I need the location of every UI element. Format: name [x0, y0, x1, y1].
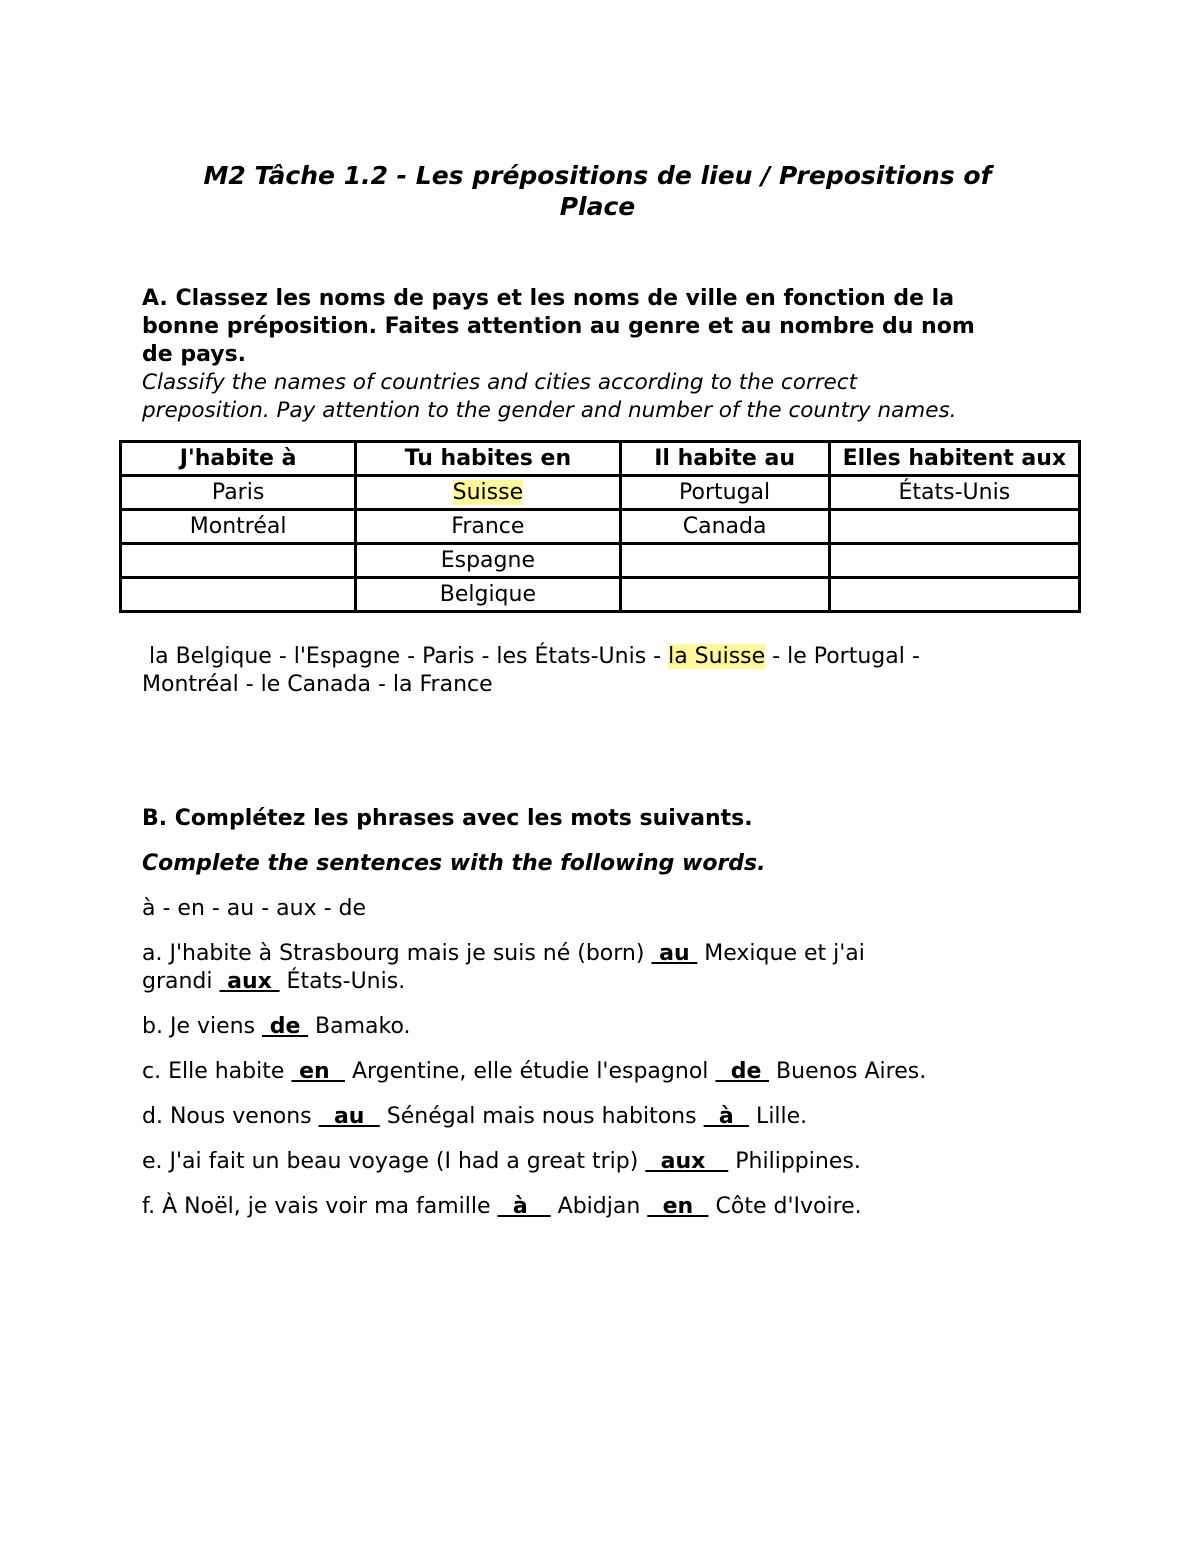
section-b-word-list: à - en - au - aux - de	[142, 896, 367, 921]
sentence-text: Sénégal mais nous habitons	[379, 1104, 704, 1129]
table-cell: États-Unis	[829, 476, 1079, 510]
section-a-instructions	[142, 285, 1072, 425]
table-cell	[620, 544, 829, 578]
sentence-a	[142, 940, 1072, 996]
answer-blank: à	[497, 1194, 551, 1219]
sentence-f	[142, 1193, 1072, 1221]
section-a-heading-line: de pays.	[142, 342, 247, 367]
sentence-c	[142, 1058, 1072, 1086]
table-cell	[356, 476, 620, 510]
section-b-heading: B. Complétez les phrases avec les mots suivants.	[142, 806, 753, 831]
table-cell: France	[356, 510, 620, 544]
word-bank-text: - le Portugal -	[765, 644, 920, 669]
section-a-heading-line: A. Classez les noms de pays et les noms de ville en fonction de la	[142, 286, 955, 311]
header-elles-habitent-aux: Elles habitent aux	[829, 442, 1079, 476]
section-b	[142, 805, 1072, 1238]
section-a-english-line: preposition. Pay attention to the gender and number of the country names.	[142, 398, 957, 423]
word-bank-highlight: la Suisse	[668, 644, 766, 669]
table-cell: Canada	[620, 510, 829, 544]
sentence-e	[142, 1148, 1072, 1176]
sentence-text: grandi	[142, 969, 220, 994]
sentence-b	[142, 1013, 1072, 1041]
answer-blank: de	[715, 1059, 770, 1084]
table-cell	[620, 578, 829, 612]
sentence-text: Bamako.	[308, 1014, 411, 1039]
table-cell: Espagne	[356, 544, 620, 578]
table-header-row	[121, 442, 1080, 476]
answer-blank: en	[647, 1194, 709, 1219]
sentence-text: f. À Noël, je vais voir ma famille	[142, 1194, 498, 1219]
sentence-text: a. J'habite à Strasbourg mais je suis né (born)	[142, 941, 652, 966]
sentence-text: b. Je viens	[142, 1014, 263, 1039]
table-row	[121, 578, 1080, 612]
section-a-heading-line: bonne préposition. Faites attention au genre et au nombre du nom	[142, 314, 975, 339]
answer-blank: de	[262, 1014, 309, 1039]
sentence-text: e. J'ai fait un beau voyage (I had a great trip)	[142, 1149, 646, 1174]
sentence-text: Buenos Aires.	[769, 1059, 927, 1084]
word-bank	[142, 643, 1042, 699]
sentence-text: c. Elle habite	[142, 1059, 292, 1084]
sentence-text: d. Nous venons	[142, 1104, 319, 1129]
sentence-text: Philippines.	[728, 1149, 861, 1174]
section-b-english: Complete the sentences with the following words.	[142, 851, 766, 876]
table-row	[121, 510, 1080, 544]
table-cell: Montréal	[121, 510, 356, 544]
word-bank-text: la Belgique - l'Espagne - Paris - les États-Unis -	[142, 644, 669, 669]
table-cell	[829, 544, 1079, 578]
header-jhabite-a: J'habite à	[121, 442, 356, 476]
answer-blank: aux	[645, 1149, 729, 1174]
word-bank-line-1	[142, 643, 1042, 671]
word-bank-line-2: Montréal - le Canada - la France	[142, 672, 493, 697]
sentence-text: États-Unis.	[279, 969, 406, 994]
sentence-text: Argentine, elle étudie l'espagnol	[344, 1059, 716, 1084]
sentence-text: Côte d'Ivoire.	[708, 1194, 862, 1219]
answer-blank: au	[318, 1104, 380, 1129]
table-row	[121, 476, 1080, 510]
table-cell	[829, 578, 1079, 612]
table-cell	[829, 510, 1079, 544]
answer-blank: à	[703, 1104, 750, 1129]
answer-blank: aux	[219, 969, 280, 994]
answer-blank: en	[291, 1059, 345, 1084]
title-line-1: M2 Tâche 1.2 - Les prépositions de lieu / Prepositions of	[203, 161, 992, 190]
table-cell: Paris	[121, 476, 356, 510]
sentence-text: Lille.	[749, 1104, 808, 1129]
header-tu-habites-en: Tu habites en	[356, 442, 620, 476]
sentence-text: Abidjan	[550, 1194, 648, 1219]
classification-table	[119, 440, 1081, 613]
page-title	[140, 160, 1055, 222]
header-il-habite-au: Il habite au	[620, 442, 829, 476]
table-cell	[121, 544, 356, 578]
table-row	[121, 544, 1080, 578]
table-cell: Portugal	[620, 476, 829, 510]
sentence-text: Mexique et j'ai	[697, 941, 865, 966]
title-line-2: Place	[559, 192, 636, 221]
answer-blank: au	[651, 941, 698, 966]
table-cell	[121, 578, 356, 612]
section-a-english-line: Classify the names of countries and cities according to the correct	[142, 370, 858, 395]
highlighted-word: Suisse	[452, 480, 524, 505]
table-cell: Belgique	[356, 578, 620, 612]
sentence-d	[142, 1103, 1072, 1131]
